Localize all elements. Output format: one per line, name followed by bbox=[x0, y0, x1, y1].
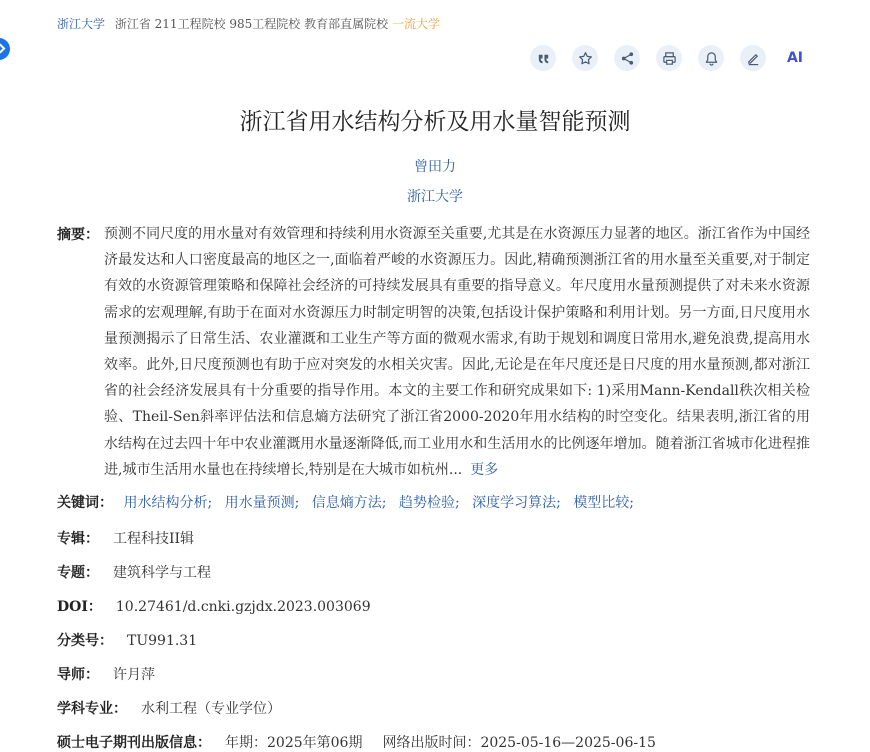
subscribe-button[interactable] bbox=[698, 45, 724, 71]
class-value: TU991.31 bbox=[127, 633, 198, 649]
doi-value: 10.27461/d.cnki.gzjdx.2023.003069 bbox=[115, 599, 371, 615]
favorite-button[interactable] bbox=[572, 45, 598, 71]
series-row bbox=[57, 528, 194, 548]
abstract-body: 预测不同尺度的用水量对有效管理和持续利用水资源至关重要,尤其是在水资源压力显著的地区。浙江省作为中国经济最发达和人口密度最高的地区之一,面临着严峻的水资源压力。因此,精确预测浙江省的用水量至关重要,对于制定有效的水资源管理策略和保障社会经济的可持续发展具有重要的指导意义。年尺度用水量预测提供了对未来水资源需求的宏观理解,有助于在面对水资源压力时制定明智的决策,包括设计保护策略和利用计划。另一方面,日尺度用水量预测揭示了日常生活、农业灌溉和工业生产等方面的微观水需求,有助于规划和调度日常用水,避免浪费,提高用水效率。此外,日尺度预测也有助于应对突发的水相关灾害。因此,无论是在年尺度还是日尺度的用水量预测,都对浙江省的社会经济发展具有十分重要的指导作用。本文的主要工作和研究成果如下: 1)采用Mann-Kendall秩次相关检验、Theil-Sen斜率评估法和信息熵方法研究了浙江省2000-2020年用水结构的时空变化。结果表明,浙江省的用水结构在过去四十年中农业灌溉用水量逐渐降低,而工业用水和生活用水的比例逐年增加。随着浙江省城市化进程推进,城市生活用水量也在持续增长,特别是在大城市如杭州... bbox=[104, 226, 810, 478]
publication-row bbox=[57, 732, 656, 752]
star-icon bbox=[578, 51, 593, 66]
keywords-label: 关键词： bbox=[57, 495, 113, 511]
share-button[interactable] bbox=[614, 45, 640, 71]
major-row bbox=[57, 698, 281, 718]
series-label: 专辑： bbox=[57, 531, 99, 547]
university-link[interactable]: 浙江大学 bbox=[57, 17, 106, 31]
note-button[interactable] bbox=[740, 45, 766, 71]
abstract-text bbox=[104, 221, 810, 483]
online-value: 2025-05-16—2025-06-15 bbox=[480, 735, 656, 751]
major-label: 学科专业： bbox=[57, 701, 127, 717]
series-value: 工程科技II辑 bbox=[113, 531, 195, 547]
edit-icon bbox=[746, 51, 761, 66]
organization-link[interactable]: 浙江大学 bbox=[407, 189, 463, 205]
print-button[interactable] bbox=[656, 45, 682, 71]
major-value: 水利工程（专业学位） bbox=[141, 701, 281, 717]
online-label: 网络出版时间： bbox=[382, 735, 481, 751]
keyword-link[interactable]: 模型比较; bbox=[573, 495, 635, 511]
class-row bbox=[57, 630, 197, 650]
keyword-link[interactable]: 深度学习算法; bbox=[472, 495, 561, 511]
author-link[interactable]: 曾田力 bbox=[414, 159, 456, 175]
keywords-row bbox=[57, 492, 642, 512]
toolbar bbox=[530, 45, 808, 71]
doi-row bbox=[57, 596, 371, 616]
advisor-row bbox=[57, 664, 155, 684]
print-icon bbox=[662, 51, 677, 66]
keyword-link[interactable]: 用水结构分析; bbox=[123, 495, 213, 511]
keyword-link[interactable]: 趋势检验; bbox=[398, 495, 460, 511]
bell-icon bbox=[704, 51, 719, 66]
quote-button[interactable] bbox=[530, 45, 556, 71]
advisor-label: 导师： bbox=[57, 667, 99, 683]
highlight-tag: 一流大学 bbox=[391, 17, 440, 31]
issue-value: 2025年第06期 bbox=[267, 735, 363, 751]
side-nav-tab[interactable] bbox=[0, 38, 10, 60]
issue-label: 年期： bbox=[225, 735, 267, 751]
topic-label: 专题： bbox=[57, 565, 99, 581]
topic-row bbox=[57, 562, 211, 582]
advisor-value[interactable]: 许月萍 bbox=[113, 667, 155, 683]
paper-title: 浙江省用水结构分析及用水量智能预测 bbox=[239, 109, 631, 135]
ai-button[interactable] bbox=[782, 45, 808, 71]
share-icon bbox=[620, 51, 635, 66]
publication-label: 硕士电子期刊出版信息： bbox=[57, 735, 211, 751]
keyword-link[interactable]: 用水量预测; bbox=[224, 495, 300, 511]
more-link[interactable]: 更多 bbox=[470, 461, 499, 478]
keyword-link[interactable]: 信息熵方法; bbox=[311, 495, 387, 511]
institution-info bbox=[57, 15, 440, 32]
ai-label: AI bbox=[786, 50, 804, 66]
abstract-label: 摘要： bbox=[57, 227, 99, 243]
quote-icon bbox=[536, 51, 551, 66]
class-label: 分类号： bbox=[57, 633, 113, 649]
topic-value: 建筑科学与工程 bbox=[113, 565, 211, 581]
doi-label: DOI： bbox=[57, 599, 102, 615]
institution-tags: 浙江省 211工程院校 985工程院校 教育部直属院校 bbox=[114, 17, 389, 31]
